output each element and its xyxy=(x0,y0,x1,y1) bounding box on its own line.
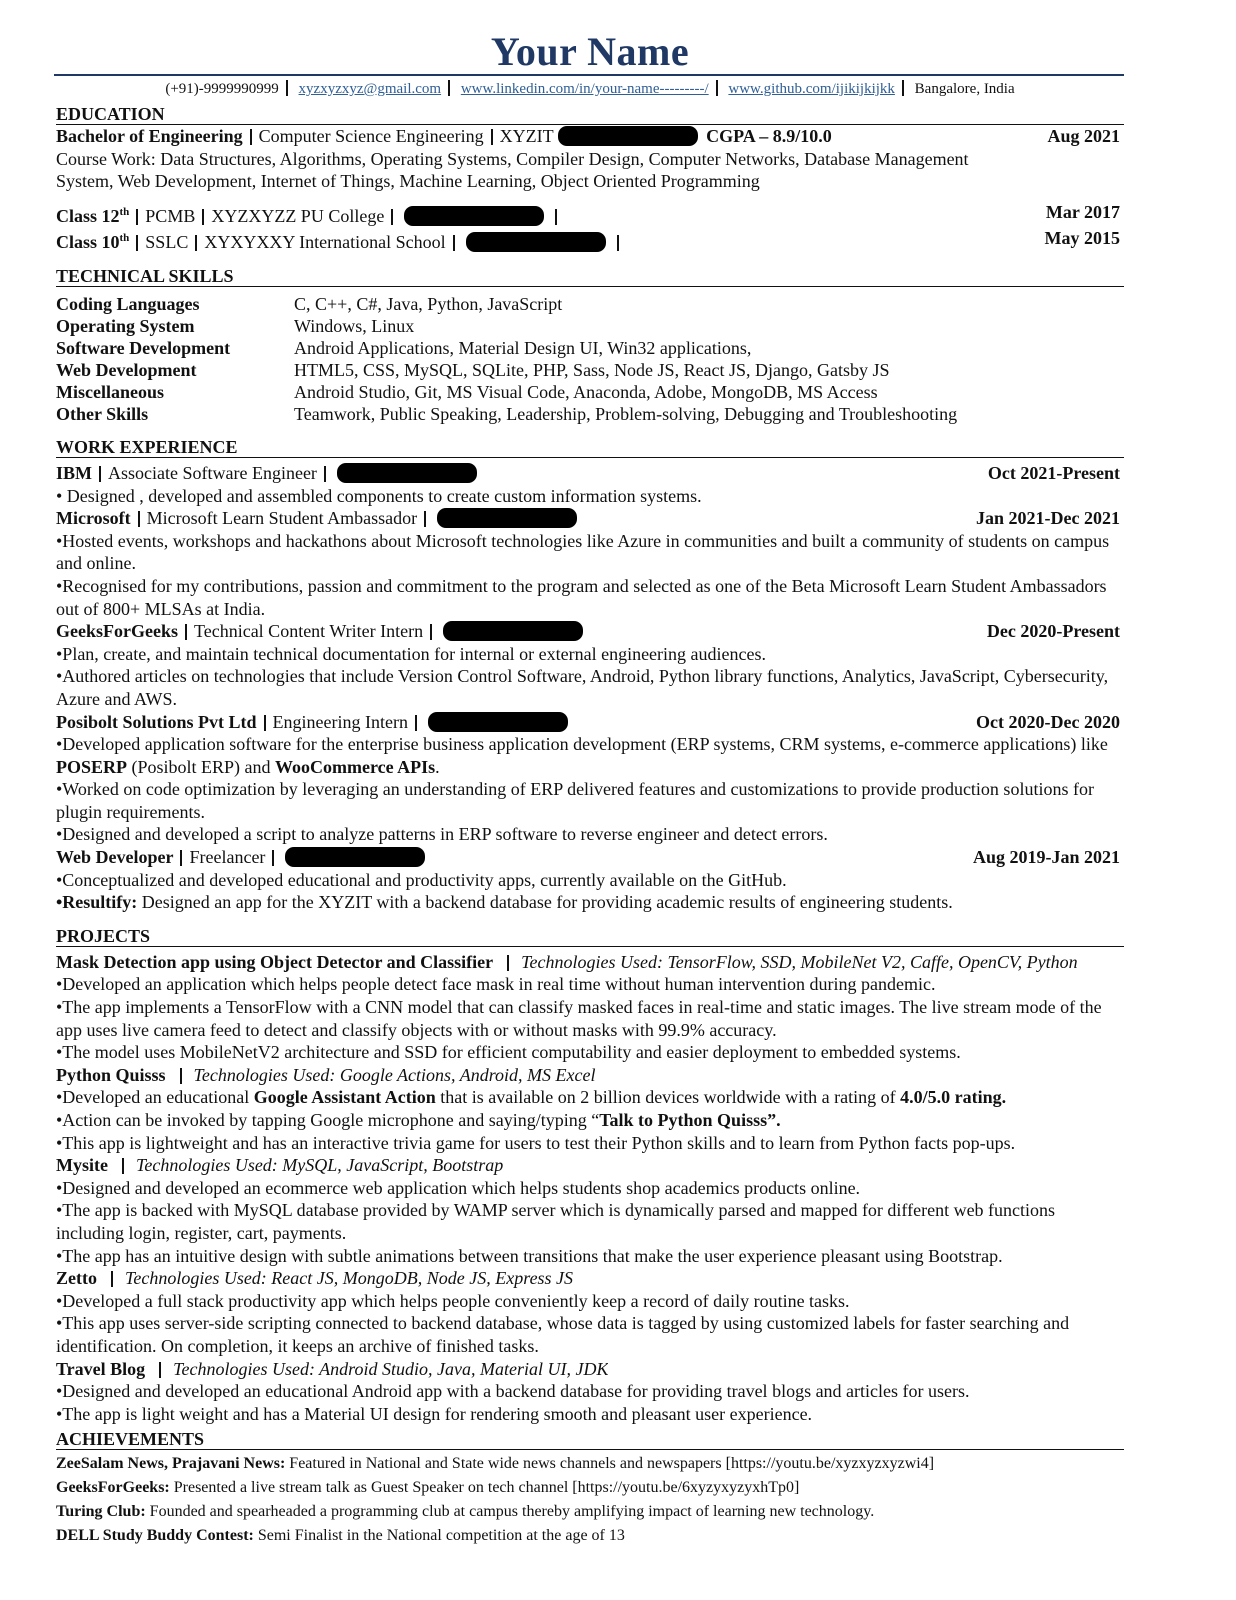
divider xyxy=(415,715,417,731)
project-header xyxy=(56,1358,1124,1381)
redacted-block xyxy=(466,232,606,252)
experience-date: Oct 2020-Dec 2020 xyxy=(976,711,1120,732)
skill-label: Miscellaneous xyxy=(56,381,164,402)
project-technologies: Technologies Used: Android Studio, Java, Material UI, JDK xyxy=(173,1358,609,1379)
bullet-text: •Developed an application which helps people detect face mask in real time without human intervention during pandemic. xyxy=(56,974,936,995)
project-name: Travel Blog xyxy=(56,1358,146,1379)
project-title xyxy=(56,1064,596,1087)
experience-header xyxy=(56,507,1124,530)
organization: Microsoft xyxy=(56,508,131,529)
divider xyxy=(286,80,288,96)
bullet-item xyxy=(56,778,1124,823)
bullet-item xyxy=(56,1403,1124,1426)
divider xyxy=(491,129,493,145)
bullet-text: . xyxy=(435,756,440,777)
contact-line xyxy=(56,78,1124,100)
divider xyxy=(272,850,274,866)
achievement-label: ZeeSalam News, Prajavani News: xyxy=(56,1455,286,1473)
phone: (+91)-9999990999 xyxy=(165,81,279,97)
bullet-item xyxy=(56,643,1124,666)
skill-value: Android Applications, Material Design UI, Win32 applications, xyxy=(294,337,752,358)
email-link[interactable]: xyzxyzxyz@gmail.com xyxy=(298,81,442,97)
divider xyxy=(617,235,619,251)
skill-label: Software Development xyxy=(56,337,231,358)
divider xyxy=(180,850,182,866)
bullet-item xyxy=(56,973,1124,996)
achievement-label: Turing Club: xyxy=(56,1503,146,1521)
bullet-item xyxy=(56,733,1124,778)
bullet-text: •The model uses MobileNetV2 architecture and SSD for efficient computability and easier deployment to embedded systems. xyxy=(56,1042,961,1063)
project-header xyxy=(56,951,1124,974)
organization: Posibolt Solutions Pvt Ltd xyxy=(56,711,257,732)
divider xyxy=(202,209,204,225)
experience-date: Dec 2020-Present xyxy=(986,621,1120,642)
experience-date: Aug 2019-Jan 2021 xyxy=(972,847,1120,868)
skill-label: Coding Languages xyxy=(56,293,200,314)
project-title xyxy=(56,1154,503,1177)
achievement-item xyxy=(56,1476,1124,1500)
skill-label: Other Skills xyxy=(56,403,149,424)
bullet-item xyxy=(56,1380,1124,1403)
degree-name: Bachelor of Engineering xyxy=(56,126,243,146)
skill-value: C, C++, C#, Java, Python, JavaScript xyxy=(294,293,563,314)
organization: IBM xyxy=(56,462,92,483)
experience-title xyxy=(56,846,429,869)
resume-name: Your Name xyxy=(490,29,690,74)
redacted-block xyxy=(443,621,583,641)
bullet-text: •Hosted events, workshops and hackathons about Microsoft technologies like Azure in communities and built a community of students on campus and online. xyxy=(56,530,1110,574)
experience-header xyxy=(56,620,1124,643)
bullet-text: •Worked on code optimization by leveraging an understanding of ERP delivered features and customizations to provide production solutions for plugin requirements. xyxy=(56,779,1094,822)
bullet-item xyxy=(56,665,1124,710)
skill-label: Web Development xyxy=(56,359,197,380)
bullet-item xyxy=(56,823,1124,846)
degree-date: Aug 2021 xyxy=(1047,126,1120,146)
bullet-item xyxy=(56,1312,1124,1357)
bullet-text: •This app is lightweight and has an interactive trivia game for users to test their Python skills and to learn from Python facts pop-ups. xyxy=(56,1132,1016,1153)
section-title-projects: PROJECTS xyxy=(56,926,1124,947)
role: Technical Content Writer Intern xyxy=(193,621,424,642)
skills-list xyxy=(56,293,1124,425)
skill-value: Teamwork, Public Speaking, Leadership, Problem-solving, Debugging and Troubleshooting xyxy=(294,403,958,424)
degree-field: Computer Science Engineering xyxy=(258,126,484,146)
bullet-text: •Designed and developed an ecommerce web application which helps students shop academics products online. xyxy=(56,1177,861,1198)
experience-title xyxy=(56,462,481,485)
experience-header xyxy=(56,462,1124,485)
project-header xyxy=(56,1267,1124,1290)
degree-cgpa: CGPA – 8.9/10.0 xyxy=(706,126,832,146)
class10-label: Class 10th xyxy=(56,232,130,253)
skill-value: Windows, Linux xyxy=(294,315,415,336)
bullet-text: Designed an app for the XYZIT with a backend database for providing academic results of engineering students. xyxy=(137,892,953,913)
divider xyxy=(424,511,426,527)
divider xyxy=(195,235,197,251)
github-link[interactable]: www.github.com/ijikijkijkk xyxy=(728,81,895,97)
experience-header xyxy=(56,711,1124,734)
role: Microsoft Learn Student Ambassador xyxy=(146,508,418,529)
coursework: Course Work: Data Structures, Algorithms, Operating Systems, Compiler Design, Computer Networks, Database Management System, Web Development, Internet of Things, Machine Learning, Object Oriented Programming xyxy=(56,148,969,192)
skill-row xyxy=(56,293,1124,315)
project-header xyxy=(56,1154,1124,1177)
divider xyxy=(324,466,326,482)
achievement-item xyxy=(56,1452,1124,1476)
class10-row xyxy=(56,227,1124,254)
achievement-text: Presented a live stream talk as Guest Speaker on tech channel [https://youtu.be/6xyzyxyzyxhTp0] xyxy=(169,1479,800,1497)
bullet-text: •Developed a full stack productivity app which helps people conveniently keep a record of daily routine tasks. xyxy=(56,1290,850,1311)
bullet-text: •Resultify: xyxy=(56,892,138,913)
divider xyxy=(902,80,904,96)
divider xyxy=(122,1158,124,1174)
section-title-skills: TECHNICAL SKILLS xyxy=(56,266,1124,287)
bullet-text: •Developed application software for the enterprise business application development (ERP systems, CRM systems, e-commerce applications) like xyxy=(56,734,1108,755)
project-name: Python Quisss xyxy=(56,1064,166,1085)
bullet-item xyxy=(56,996,1124,1041)
location: Bangalore, India xyxy=(914,81,1015,97)
bullet-item xyxy=(56,869,1124,892)
skill-row xyxy=(56,337,1124,359)
skill-row xyxy=(56,359,1124,381)
degree-row xyxy=(56,125,1124,148)
project-title xyxy=(56,1267,573,1290)
bullet-item xyxy=(56,1041,1124,1064)
bullet-item xyxy=(56,1199,1124,1244)
redacted-block xyxy=(428,712,568,732)
divider xyxy=(716,80,718,96)
bullet-text: WooCommerce APIs xyxy=(275,756,436,777)
bullet-text: •The app has an intuitive design with subtle animations between transitions that make the user experience pleasant using Bootstrap. xyxy=(56,1245,1003,1266)
bullet-text: •Action can be invoked by tapping Google microphone and saying/typing “ xyxy=(56,1110,600,1130)
experience-title xyxy=(56,620,587,643)
role: Engineering Intern xyxy=(272,711,408,732)
divider xyxy=(185,624,187,640)
organization: GeeksForGeeks xyxy=(56,621,178,642)
bullet-text: •Developed an educational xyxy=(56,1087,254,1108)
divider xyxy=(264,715,266,731)
bullet-text: •Authored articles on technologies that include Version Control Software, Android, Python library functions, Analytics, JavaScript, Cybersecurity, Azure and AWS. xyxy=(56,666,1109,709)
bullet-text: 4.0/5.0 rating. xyxy=(900,1087,1007,1108)
bullet-text: •The app implements a TensorFlow with a CNN model that can classify masked faces in real-time and static images. The live stream mode of the app uses live camera feed to detect and classify objects with or without masks with 99.9% accuracy. xyxy=(56,997,1102,1040)
project-name: Zetto xyxy=(56,1268,97,1289)
bullet-item xyxy=(56,575,1124,620)
experience-date: Oct 2021-Present xyxy=(987,462,1120,483)
skill-row xyxy=(56,315,1124,337)
project-name: Mysite xyxy=(56,1155,108,1176)
project-name: Mask Detection app using Object Detector and Classifier xyxy=(56,951,494,972)
project-technologies: Technologies Used: TensorFlow, SSD, MobileNet V2, Caffe, OpenCV, Python xyxy=(521,951,1078,972)
divider xyxy=(138,511,140,527)
bullet-text: (Posibolt ERP) and xyxy=(127,756,276,777)
experience-title xyxy=(56,711,572,734)
achievement-item xyxy=(56,1500,1124,1524)
skill-row xyxy=(56,381,1124,403)
bullet-text: •Designed and developed an educational Android app with a backend database for providing travel blogs and articles for users. xyxy=(56,1381,970,1402)
achievement-text: Semi Finalist in the National competition at the age of 13 xyxy=(253,1527,625,1545)
skill-label: Operating System xyxy=(56,315,195,336)
class10-school: XYXYXXY International School xyxy=(204,232,446,253)
project-technologies: Technologies Used: Google Actions, Android, MS Excel xyxy=(193,1064,596,1085)
divider xyxy=(555,209,557,225)
linkedin-link[interactable]: www.linkedin.com/in/your-name---------/ xyxy=(460,81,709,97)
section-title-education: EDUCATION xyxy=(56,104,1124,125)
achievement-text: Founded and spearheaded a programming club at campus thereby amplifying impact of learning new technology. xyxy=(145,1503,875,1521)
project-header xyxy=(56,1064,1124,1087)
bullet-text: •Plan, create, and maintain technical documentation for internal or external engineering audiences. xyxy=(56,643,767,664)
bullet-text: •The app is light weight and has a Material UI design for rendering smooth and pleasant user experience. xyxy=(56,1403,813,1424)
divider xyxy=(250,129,252,145)
class12-row xyxy=(56,201,1124,228)
class12-date: Mar 2017 xyxy=(1045,201,1120,222)
bullet-item xyxy=(56,485,1124,508)
divider xyxy=(111,1271,113,1287)
bullet-item xyxy=(56,1132,1124,1155)
bullet-item xyxy=(56,1086,1124,1109)
achievements-list xyxy=(56,1452,1124,1548)
redacted-block xyxy=(285,847,425,867)
experience-title xyxy=(56,507,581,530)
divider xyxy=(430,624,432,640)
project-title xyxy=(56,951,1078,974)
bullet-text: POSERP xyxy=(56,756,128,777)
organization: Web Developer xyxy=(56,847,174,868)
project-technologies: Technologies Used: MySQL, JavaScript, Bootstrap xyxy=(135,1155,504,1176)
redacted-block xyxy=(558,126,698,146)
divider xyxy=(136,235,138,251)
redacted-block xyxy=(337,463,477,483)
bullet-item xyxy=(56,1290,1124,1313)
role: Associate Software Engineer xyxy=(108,462,317,483)
redacted-block xyxy=(437,508,577,528)
divider xyxy=(453,235,455,251)
redacted-block xyxy=(404,206,544,226)
role: Freelancer xyxy=(189,847,266,868)
section-title-achievements: ACHIEVEMENTS xyxy=(56,1429,1124,1450)
section-title-experience: WORK EXPERIENCE xyxy=(56,437,1124,458)
bullet-item xyxy=(56,1245,1124,1268)
skill-row xyxy=(56,403,1124,425)
skill-value: HTML5, CSS, MySQL, SQLite, PHP, Sass, Node JS, React JS, Django, Gatsby JS xyxy=(294,359,890,380)
bullet-text: •This app uses server-side scripting connected to backend database, whose data is tagged by using customized labels for faster searching and identification. On completion, it keeps an archive of finished tasks. xyxy=(56,1313,1070,1356)
class12-school: XYZXYZZ PU College xyxy=(211,205,385,226)
skill-value: Android Studio, Git, MS Visual Code, Anaconda, Adobe, MongoDB, MS Access xyxy=(294,381,878,402)
divider xyxy=(136,209,138,225)
bullet-text: that is available on 2 billion devices worldwide with a rating of xyxy=(435,1087,901,1108)
bullet-text: •The app is backed with MySQL database provided by WAMP server which is dynamically parsed and mapped for different web functions including login, register, cart, payments. xyxy=(56,1200,1056,1243)
project-title xyxy=(56,1358,608,1381)
achievement-label: GeeksForGeeks: xyxy=(56,1479,170,1497)
achievement-label: DELL Study Buddy Contest: xyxy=(56,1527,254,1545)
class12-label: Class 12th xyxy=(56,205,130,226)
experience-date: Jan 2021-Dec 2021 xyxy=(976,508,1120,529)
bullet-item xyxy=(56,1109,1124,1132)
achievement-text: Featured in National and State wide news channels and newspapers [https://youtu.be/xyzxyzxyzwi4] xyxy=(285,1455,935,1473)
bullet-item xyxy=(56,1177,1124,1200)
divider xyxy=(54,74,1124,76)
bullet-text: •Recognised for my contributions, passion and commitment to the program and selected as one of the Beta Microsoft Learn Student Ambassadors out of 800+ MLSAs at India. xyxy=(56,575,1107,619)
divider xyxy=(448,80,450,96)
projects-list xyxy=(56,951,1124,1425)
divider xyxy=(99,466,101,482)
bullet-text: •Designed and developed a script to analyze patterns in ERP software to reverse engineer and detect errors. xyxy=(56,824,828,845)
class12-stream: PCMB xyxy=(145,205,196,226)
resume xyxy=(56,30,1124,1548)
divider xyxy=(180,1068,182,1084)
divider xyxy=(159,1362,161,1378)
project-technologies: Technologies Used: React JS, MongoDB, Node JS, Express JS xyxy=(124,1268,574,1289)
bullet-text: Google Assistant Action xyxy=(253,1087,436,1108)
bullet-text: • Designed , developed and assembled components to create custom information systems. xyxy=(56,485,702,506)
bullet-item xyxy=(56,891,1124,914)
bullet-text: •Conceptualized and developed educational and productivity apps, currently available on the GitHub. xyxy=(56,869,787,890)
experience-list xyxy=(56,462,1124,914)
achievement-item xyxy=(56,1524,1124,1548)
class10-date: May 2015 xyxy=(1044,228,1120,249)
bullet-text: Talk to Python Quisss”. xyxy=(599,1110,781,1130)
divider xyxy=(507,955,509,971)
degree-school: XYZIT xyxy=(499,126,554,146)
bullet-item xyxy=(56,530,1124,575)
class10-stream: SSLC xyxy=(145,232,189,253)
experience-header xyxy=(56,846,1124,869)
divider xyxy=(391,209,393,225)
